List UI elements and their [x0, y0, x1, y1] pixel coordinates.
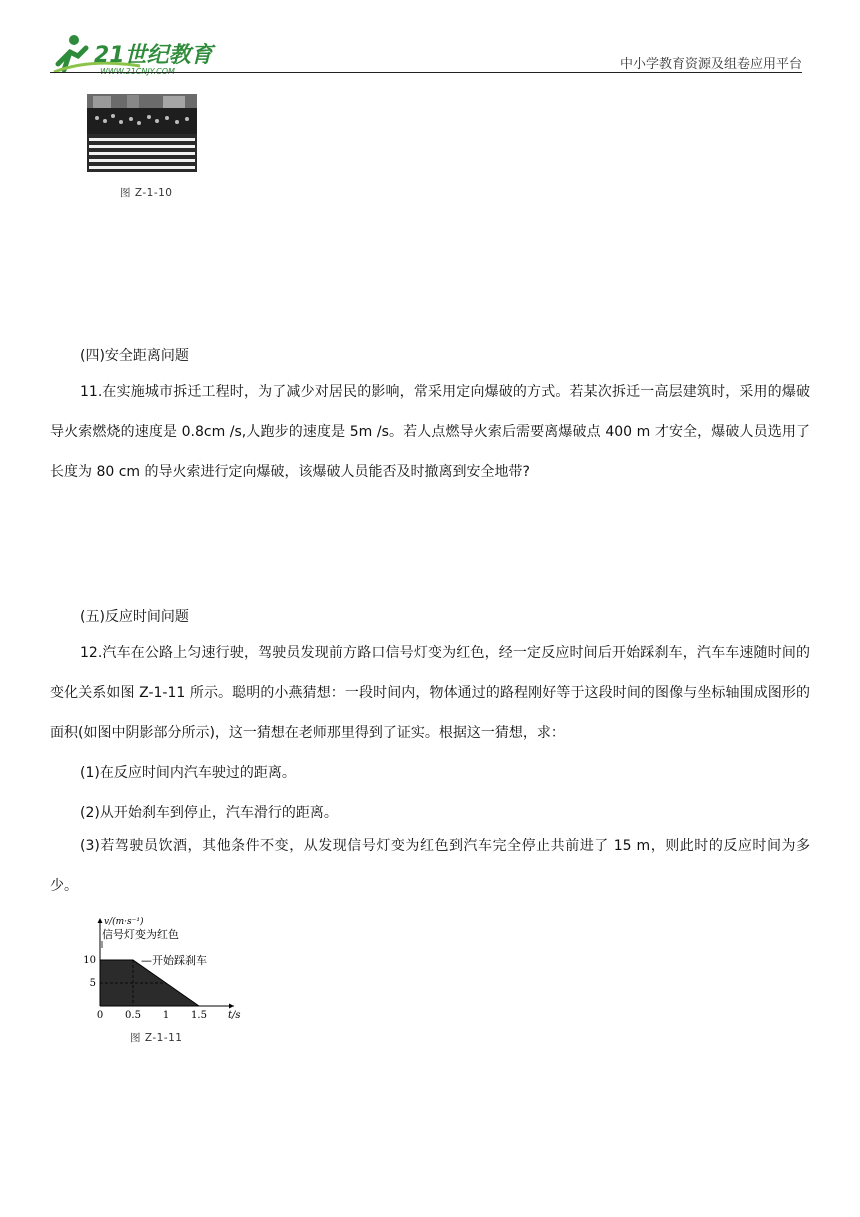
y-tick-label: 10: [83, 955, 96, 966]
figure-caption: 图 Z-1-10: [120, 187, 173, 199]
figure-caption: 图 Z-1-11: [130, 1032, 183, 1044]
x-axis-arrow: [229, 1004, 234, 1009]
y-axis-label: v/(m·s⁻¹): [104, 917, 144, 927]
site-logo: [50, 30, 240, 76]
x-tick-label: 0: [96, 1010, 104, 1021]
section-heading: (五)反应时间问题: [80, 609, 189, 625]
header-divider: [50, 72, 802, 73]
x-tick-label: 1.5: [191, 1010, 207, 1021]
question-1: (1)在反应时间内汽车驶过的距离。: [80, 765, 296, 781]
section-heading: (四)安全距离问题: [80, 348, 189, 364]
crosswalk-photo: [87, 94, 197, 172]
question-2: (2)从开始刹车到停止，汽车滑行的距离。: [80, 805, 338, 821]
platform-name: 中小学教育资源及组卷应用平台: [619, 57, 802, 72]
runner-logo-icon: [50, 30, 240, 76]
question-3: (3)若驾驶员饮酒，其他条件不变，从发现信号灯变为红色到汽车完全停止共前进了 15 m，则此时的反应时间为多少。: [50, 838, 810, 894]
problem-text: 11.在实施城市拆迁工程时，为了减少对居民的影响，常采用定向爆破的方式。若某次拆迁一高层建筑时，采用的爆破导火索燃烧的速度是 0.8cm /s,人跑步的速度是 5m /s。若人点燃导火索后需要离爆破点 400 m 才安全，爆破人员选用了长度为 80 cm 的导火索进行定向爆破，该爆破人员能否及时撤离到安全地带?: [50, 384, 810, 480]
x-tick-label: 1: [162, 1010, 170, 1021]
problem-text: 12.汽车在公路上匀速行驶，驾驶员发现前方路口信号灯变为红色，经一定反应时间后开始踩刹车，汽车车速随时间的变化关系如图 Z-1-11 所示。聪明的小燕猜想：一段时间内，物体通过的路程刚好等于这段时间的图像与坐标轴围成图形的面积(如图中阴影部分所示)，这一猜想在老师那里得到了证实。根据这一猜想，求：: [50, 645, 810, 741]
velocity-time-chart: [82, 914, 242, 1024]
y-tick-label: 5: [89, 978, 96, 989]
y-axis-arrow: [98, 918, 103, 923]
annotation-red-light: 信号灯变为红色: [102, 928, 179, 941]
svg-text:21世纪教育: 21世纪教育: [94, 43, 213, 68]
x-tick-label: 0.5: [125, 1010, 141, 1021]
x-axis-label: t/s: [228, 1010, 241, 1021]
annotation-brake: —开始踩刹车: [141, 954, 207, 967]
svg-text:WWW.21CNJY.COM: WWW.21CNJY.COM: [100, 67, 175, 76]
